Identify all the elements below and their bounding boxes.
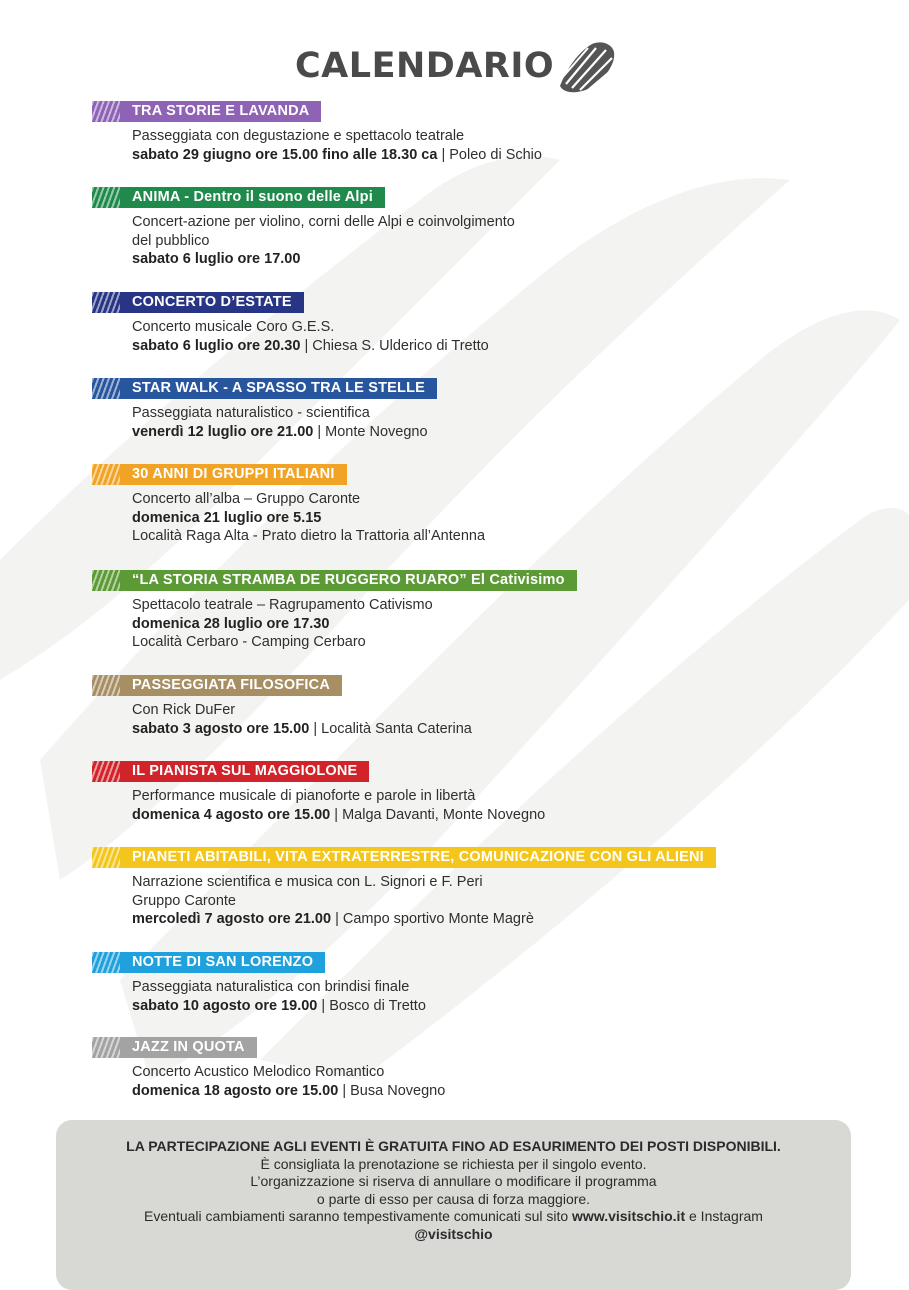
event-item: [92, 378, 872, 441]
event-description: Performance musicale di pianoforte e parole in libertà: [132, 788, 476, 804]
event-title-banner: “LA STORIA STRAMBA DE RUGGERO RUARO” El Cativisimo: [92, 570, 577, 591]
event-date-line: mercoledì 7 agosto ore 21.00 | Campo sportivo Monte Magrè: [132, 911, 534, 927]
event-title-banner: NOTTE DI SAN LORENZO: [92, 952, 325, 973]
event-location: Malga Davanti, Monte Novegno: [342, 806, 546, 823]
event-title-banner: JAZZ IN QUOTA: [92, 1037, 257, 1058]
footer-line-middle: e Instagram: [689, 1208, 763, 1224]
event-details: [132, 596, 872, 652]
event-title-banner: IL PIANISTA SUL MAGGIOLONE: [92, 761, 369, 782]
event-location: Località Cerbaro - Camping Cerbaro: [132, 634, 366, 650]
event-date-line: [132, 509, 872, 528]
event-date: sabato 3 agosto ore 15.00: [132, 720, 310, 737]
footer-line: L’organizzazione si riserva di annullare o modificare il programma: [250, 1173, 657, 1189]
event-details: [132, 701, 872, 738]
event-location: Località Santa Caterina: [321, 720, 472, 737]
event-item: [92, 292, 872, 355]
event-item: [92, 761, 872, 824]
event-title-banner: ANIMA - Dentro il suono delle Alpi: [92, 187, 385, 208]
footer-line: o parte di esso per causa di forza maggiore.: [316, 1190, 591, 1207]
event-date: venerdì 12 luglio ore 21.00: [132, 423, 314, 440]
event-description: del pubblico: [132, 232, 210, 249]
event-date-line: sabato 10 agosto ore 19.00 | Bosco di Tretto: [132, 997, 426, 1014]
event-item: [92, 187, 872, 269]
event-date: mercoledì 7 agosto ore 21.00: [132, 911, 332, 927]
brush-stroke-logo-icon: [552, 40, 618, 94]
event-item: [92, 101, 872, 164]
event-item: [92, 1037, 872, 1100]
event-location: Monte Novegno: [325, 423, 428, 440]
event-date-line: domenica 4 agosto ore 15.00 | Malga Davanti, Monte Novegno: [132, 806, 546, 823]
event-title-banner: CONCERTO D’ESTATE: [92, 292, 304, 313]
event-date-line: sabato 29 giugno ore 15.00 fino alle 18.30 ca | Poleo di Schio: [132, 146, 542, 163]
event-location: Località Raga Alta - Prato dietro la Trattoria all’Antenna: [132, 528, 486, 544]
event-date: sabato 29 giugno ore 15.00 fino alle 18.30 ca: [132, 146, 438, 163]
event-details: [132, 213, 872, 269]
event-item: [92, 570, 872, 652]
event-date: domenica 28 luglio ore 17.30: [132, 615, 330, 632]
event-date-line: venerdì 12 luglio ore 21.00 | Monte Novegno: [132, 423, 428, 440]
event-location: Bosco di Tretto: [329, 997, 426, 1014]
event-date: sabato 10 agosto ore 19.00: [132, 997, 318, 1014]
event-description: Concert-azione per violino, corni delle Alpi e coinvolgimento: [132, 214, 515, 230]
event-details: [132, 1063, 872, 1100]
event-item: [92, 847, 872, 929]
event-details: [132, 490, 872, 546]
event-date: domenica 21 luglio ore 5.15: [132, 509, 322, 526]
event-description: Spettacolo teatrale – Ragrupamento Cativismo: [132, 597, 433, 613]
footer-contact-line: [56, 1208, 851, 1226]
event-location: Poleo di Schio: [449, 146, 542, 163]
footer-line-prefix: Eventuali cambiamenti saranno tempestivamente comunicati sul sito: [144, 1208, 569, 1224]
event-description: Concerto all’alba – Gruppo Caronte: [132, 491, 361, 507]
event-description: Passeggiata naturalistica con brindisi finale: [132, 979, 410, 995]
event-description: Passeggiata naturalistico - scientifica: [132, 405, 370, 421]
event-item: [92, 675, 872, 738]
event-date: domenica 18 agosto ore 15.00: [132, 1082, 339, 1099]
free-participation-notice: LA PARTECIPAZIONE AGLI EVENTI È GRATUITA FINO AD ESAURIMENTO DEI POSTI DISPONIBILI.: [126, 1138, 781, 1154]
event-details: [132, 318, 872, 355]
footer-line: È consigliata la prenotazione se richiesta per il singolo evento.: [260, 1155, 647, 1172]
header: [0, 38, 909, 98]
info-footer: [56, 1120, 851, 1290]
event-item: [92, 952, 872, 1015]
event-date-line: [132, 250, 872, 269]
instagram-handle[interactable]: @visitschio: [414, 1225, 493, 1242]
event-description: Con Rick DuFer: [132, 702, 236, 718]
website-link[interactable]: www.visitschio.it: [572, 1208, 686, 1224]
event-location: Campo sportivo Monte Magrè: [342, 911, 534, 927]
event-description: Narrazione scientifica e musica con L. Signori e F. Peri: [132, 874, 483, 890]
event-title-banner: PIANETI ABITABILI, VITA EXTRATERRESTRE, COMUNICAZIONE CON GLI ALIENI: [92, 847, 716, 868]
event-date-line: [132, 615, 872, 634]
event-details: [132, 873, 872, 929]
event-details: [132, 127, 872, 164]
event-location: Chiesa S. Ulderico di Tretto: [312, 337, 489, 354]
event-description: Passeggiata con degustazione e spettacolo teatrale: [132, 128, 465, 144]
event-title-banner: TRA STORIE E LAVANDA: [92, 101, 321, 122]
event-item: [92, 464, 872, 546]
page-title: CALENDARIO: [295, 46, 555, 86]
event-date: sabato 6 luglio ore 17.00: [132, 251, 301, 267]
event-date-line: domenica 18 agosto ore 15.00 | Busa Novegno: [132, 1082, 446, 1099]
event-date: sabato 6 luglio ore 20.30: [132, 337, 301, 354]
event-description: Concerto musicale Coro G.E.S.: [132, 319, 335, 335]
event-location: Busa Novegno: [350, 1082, 446, 1099]
event-details: [132, 978, 872, 1015]
event-date-line: sabato 6 luglio ore 20.30 | Chiesa S. Ulderico di Tretto: [132, 337, 489, 354]
event-date-line: sabato 3 agosto ore 15.00 | Località Santa Caterina: [132, 720, 472, 737]
event-title-banner: 30 ANNI DI GRUPPI ITALIANI: [92, 464, 347, 485]
event-details: [132, 404, 872, 441]
event-title-banner: PASSEGGIATA FILOSOFICA: [92, 675, 342, 696]
event-description: Gruppo Caronte: [132, 892, 236, 909]
event-title-banner: STAR WALK - A SPASSO TRA LE STELLE: [92, 378, 437, 399]
event-date: domenica 4 agosto ore 15.00: [132, 806, 331, 823]
event-description: Concerto Acustico Melodico Romantico: [132, 1064, 385, 1080]
event-details: [132, 787, 872, 824]
